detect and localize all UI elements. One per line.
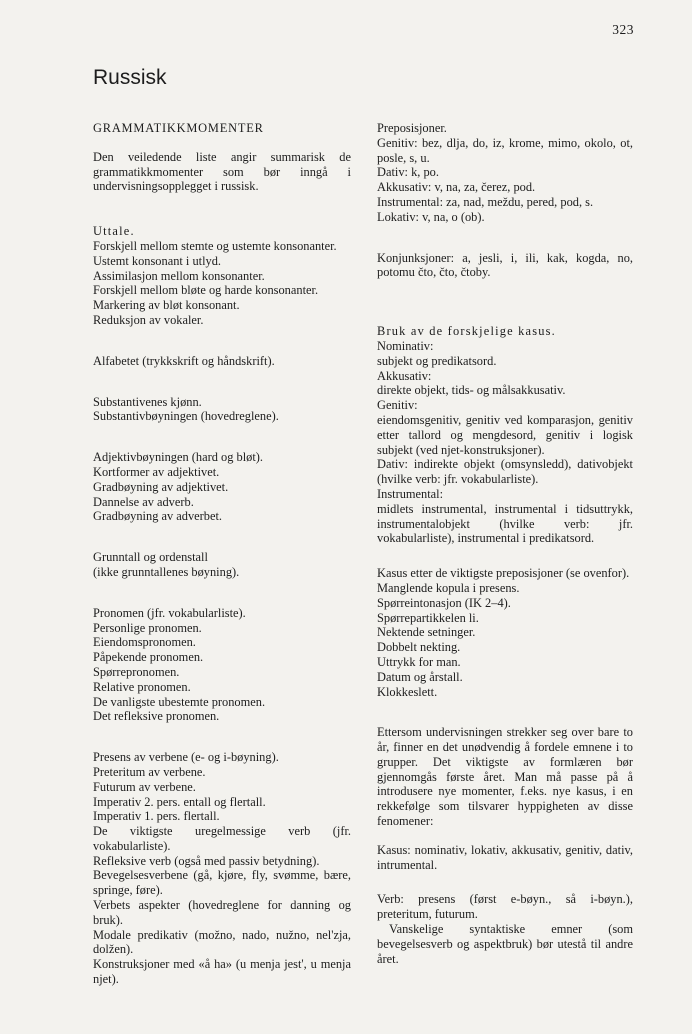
list-item: Dativ: k, po. xyxy=(377,165,439,180)
list-item: Instrumental: za, nad, meždu, pered, pod, s. xyxy=(377,194,594,209)
kasus-heading: Bruk av de forskjelige kasus. xyxy=(377,324,556,339)
list-item: Verbets aspekter (hovedreglene for danning og bruk). xyxy=(93,898,351,927)
list-item: eiendomsgenitiv, genitiv ved komparasjon, genitiv etter tallord og mengdesord, genitiv i logisk subjekt (ved njet-konstruksjoner). xyxy=(377,412,633,457)
list-item: Lokativ: v, na, o (ob). xyxy=(377,209,485,224)
list-item: Modale predikativ (možno, nado, nužno, nel'zja, dolžen). xyxy=(93,927,351,957)
list-item: Konstruksjoner med «å ha» (u menja jest', u menja njet). xyxy=(93,957,351,987)
substantiv-list xyxy=(93,395,351,425)
list-item: Gradbøyning av adverbet. xyxy=(93,509,223,524)
preposisjoner-list xyxy=(377,121,633,225)
list-item: Reduksjon av vokaler. xyxy=(93,312,204,327)
list-item: Nominativ: xyxy=(377,338,434,353)
list-item: Markering av bløt konsonant. xyxy=(93,298,240,313)
list-item: Adjektivbøyningen (hard og bløt). xyxy=(93,450,263,465)
list-item: Presens av verbene (e- og i-bøyning). xyxy=(93,750,279,765)
list-item: Manglende kopula i presens. xyxy=(377,580,520,595)
list-item: Futurum av verbene. xyxy=(93,779,196,794)
list-item: Klokkeslett. xyxy=(377,684,438,699)
list-item: subjekt og predikatsord. xyxy=(377,353,497,368)
page-number: 323 xyxy=(612,22,634,37)
list-item: Datum og årstall. xyxy=(377,669,463,684)
list-item: Imperativ 2. pers. entall og flertall. xyxy=(93,794,266,809)
list-item: Genitiv: bez, dlja, do, iz, krome, mimo, okolo, ot, posle, s, u. xyxy=(377,135,633,165)
list-item: Substantivenes kjønn. xyxy=(93,394,202,409)
left-column xyxy=(93,121,351,987)
list-item: Spørreintonasjon (IK 2–4). xyxy=(377,595,511,610)
list-item: Dannelse av adverb. xyxy=(93,494,194,509)
list-item: Uttrykk for man. xyxy=(377,654,461,669)
list-item: Spørrepronomen. xyxy=(93,664,180,679)
list-item: Forskjell mellom stemte og ustemte konsonanter. xyxy=(93,238,337,253)
list-item: Genitiv: xyxy=(377,398,418,413)
diverse-list xyxy=(377,566,633,699)
list-item: Påpekende pronomen. xyxy=(93,650,204,665)
list-item: Refleksive verb (også med passiv betydning). xyxy=(93,853,320,868)
list-item: Personlige pronomen. xyxy=(93,620,202,635)
right-column xyxy=(377,121,633,966)
list-item: Imperativ 1. pers. flertall. xyxy=(93,809,220,824)
alfabet-item: Alfabetet (trykkskrift og håndskrift). xyxy=(93,353,275,368)
list-item: Akkusativ: v, na, za, čerez, pod. xyxy=(377,180,536,195)
list-item: Kortformer av adjektivet. xyxy=(93,464,220,479)
list-item: Pronomen (jfr. vokabularliste). xyxy=(93,605,246,620)
list-item: midlets instrumental, instrumental i tidsuttrykk, instrumentalobjekt (hvilke verb: jfr. vokabularliste), instrumental i predikatsord. xyxy=(377,501,633,546)
list-item: Eiendomspronomen. xyxy=(93,635,196,650)
list-item: Det refleksive pronomen. xyxy=(93,709,220,724)
list-item: Ustemt konsonant i utlyd. xyxy=(93,253,222,268)
uttale-list xyxy=(93,239,351,328)
kasus-list xyxy=(377,339,633,546)
list-item: Instrumental: xyxy=(377,486,444,501)
page-title: Russisk xyxy=(93,66,167,89)
verb-list xyxy=(93,750,351,987)
list-item: Gradbøyning av adjektivet. xyxy=(93,479,229,494)
list-item: Forskjell mellom bløte og harde konsonanter. xyxy=(93,283,319,298)
adjektiv-list xyxy=(93,450,351,524)
list-item: Substantivbøyningen (hovedreglene). xyxy=(93,409,279,424)
pronomen-list xyxy=(93,606,351,724)
list-item: Akkusativ: xyxy=(377,368,432,383)
list-item: direkte objekt, tids- og målsakkusativ. xyxy=(377,383,566,398)
list-item: (ikke grunntallenes bøyning). xyxy=(93,564,240,579)
konjunksjoner-item: Konjunksjoner: a, jesli, i, ili, kak, kogda, no, potomu čto, čto, čtoby. xyxy=(377,250,633,280)
vanskelige-paragraph: Vanskelige syntaktiske emner (som bevegelsesverb og aspektbruk) bør utestå til andre året. xyxy=(377,922,633,966)
uttale-heading: Uttale. xyxy=(93,224,135,239)
tall-list xyxy=(93,550,351,580)
kasus-order-paragraph: Kasus: nominativ, lokativ, akkusativ, genitiv, dativ, intrumental. xyxy=(377,842,633,872)
list-item: Assimilasjon mellom konsonanter. xyxy=(93,268,265,283)
list-item: Nektende setninger. xyxy=(377,625,476,640)
list-item: Kasus etter de viktigste preposisjoner (se ovenfor). xyxy=(377,566,630,581)
list-item: De vanligste ubestemte pronomen. xyxy=(93,694,266,709)
section-heading-grammatikk: GRAMMATIKKMOMENTER xyxy=(93,121,264,135)
intro-paragraph: Den veiledende liste angir summarisk de grammatikkmomenter som bør inngå i undervisningsopplegget i russisk. xyxy=(93,149,351,194)
list-item: Spørrepartikkelen li. xyxy=(377,610,479,625)
list-item: Preteritum av verbene. xyxy=(93,764,206,779)
list-item: De viktigste uregelmessige verb (jfr. vokabularliste). xyxy=(93,824,351,853)
ettersom-paragraph: Ettersom undervisningen strekker seg over bare to år, finner en det unødvendig å fordele emnene i to grupper. Det viktigste av formlæren bør gjennomgås første året. Man må passe på å introdusere nye momenter, f.eks. nye kasus, i en rekkefølge som tilsvarer hyppigheten av disse fenomener: xyxy=(377,725,633,829)
list-item: Grunntall og ordenstall xyxy=(93,550,208,565)
list-item: Dobbelt nekting. xyxy=(377,640,461,655)
list-item: Preposisjoner. xyxy=(377,121,447,135)
list-item: Bevegelsesverbene (gå, kjøre, fly, svømme, bære, springe, føre). xyxy=(93,868,351,898)
list-item: Dativ: indirekte objekt (omsynsledd), dativobjekt (hvilke verb: jfr. vokabularliste). xyxy=(377,457,633,487)
verb-order-paragraph: Verb: presens (først e-bøyn., så i-bøyn.), preteritum, futurum. xyxy=(377,892,633,922)
list-item: Relative pronomen. xyxy=(93,679,191,694)
